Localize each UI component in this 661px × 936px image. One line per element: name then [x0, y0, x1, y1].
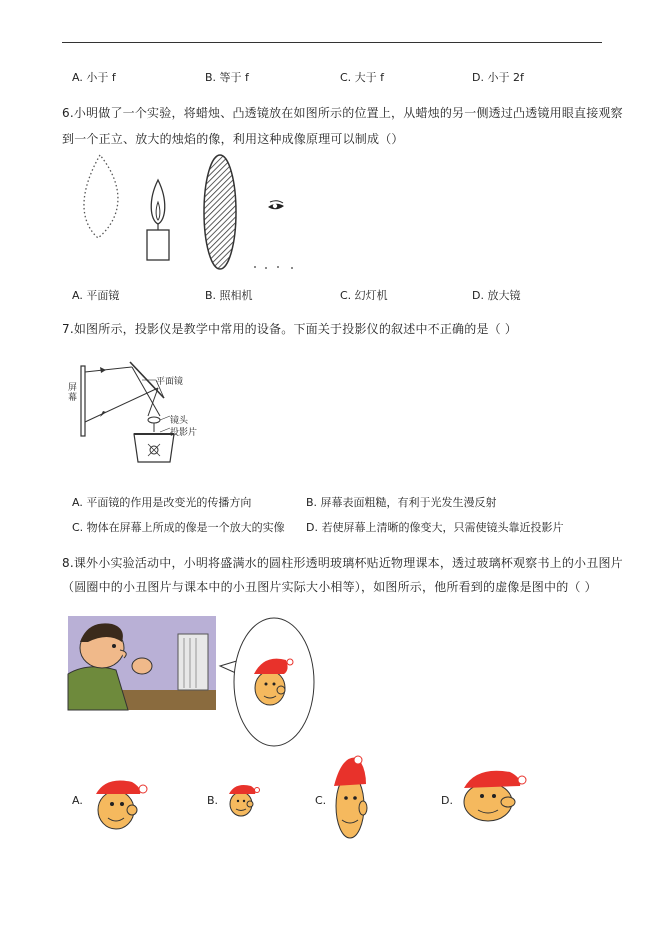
q6-option-a[interactable]: A. 平面镜: [72, 289, 120, 302]
q8-text-line1: 8.课外小实验活动中，小明将盛满水的圆柱形透明玻璃杯贴近物理课本，透过玻璃杯观察书上的小丑图片: [62, 556, 623, 570]
clown-option-b-icon: [225, 782, 265, 818]
screen-panel: [81, 366, 85, 436]
q7-option-a[interactable]: A. 平面镜的作用是改变光的传播方向: [72, 496, 252, 509]
projector-box: [134, 434, 174, 462]
candle-body: [147, 230, 169, 260]
q7-option-b[interactable]: B. 屏幕表面粗糙，有利于光发生漫反射: [306, 496, 497, 509]
q5-option-c[interactable]: C. 大于 f: [340, 71, 385, 84]
eye-icon: [268, 201, 284, 210]
clown-option-d-icon: [458, 766, 528, 826]
q8-option-c[interactable]: C.: [315, 794, 327, 807]
q8-figure-boy-with-glass: [68, 612, 318, 752]
q7-figure-mirror-label: 平面镜: [156, 377, 184, 387]
q5-option-b[interactable]: B. 等于 f: [205, 71, 249, 84]
q6-text-line2: 到一个正立、放大的烛焰的像，利用这种成像原理可以制成（）: [62, 132, 404, 146]
q6-text-line1: 6.小明做了一个实验，将蜡烛、凸透镜放在如图所示的位置上，从蜡烛的另一侧透过凸透镜用眼直接观察: [62, 106, 623, 120]
header-rule: [62, 42, 602, 43]
q7-figure-slide-label: 投影片: [170, 428, 198, 438]
q8-option-d[interactable]: D.: [441, 794, 453, 807]
q7-figure-projector: [64, 358, 214, 468]
q7-text-line1: 7.如图所示，投影仪是教学中常用的设备。下面关于投影仪的叙述中不正确的是（ ）: [62, 322, 518, 336]
virtual-flame-outline: [84, 155, 118, 238]
q8-option-b[interactable]: B.: [207, 794, 219, 807]
candle-flame-inner: [156, 202, 160, 220]
glass-and-book: [178, 634, 208, 690]
q6-option-b[interactable]: B. 照相机: [205, 289, 253, 302]
q6-option-d[interactable]: D. 放大镜: [472, 289, 521, 302]
q6-figure-candle-lens: [70, 150, 310, 275]
q5-option-a[interactable]: A. 小于 f: [72, 71, 116, 84]
projector-lens: [148, 417, 160, 423]
q6-option-c[interactable]: C. 幻灯机: [340, 289, 388, 302]
convex-lens: [204, 155, 236, 269]
q7-figure-lens-label: 镜头: [170, 416, 189, 426]
q8-option-a[interactable]: A.: [72, 794, 83, 807]
q8-text-line2: （圆圈中的小丑图片与课本中的小丑图片实际大小相等），如图所示，他所看到的虚像是图中的（ ）: [62, 580, 597, 594]
q7-option-c[interactable]: C. 物体在屏幕上所成的像是一个放大的实像: [72, 521, 285, 534]
q7-option-d[interactable]: D. 若使屏幕上清晰的像变大，只需使镜头靠近投影片: [306, 521, 564, 534]
clown-option-c-icon: [328, 754, 378, 842]
q5-option-d[interactable]: D. 小于 2f: [472, 71, 524, 84]
clown-option-a-icon: [92, 776, 152, 832]
q7-figure-screen-label: 屏幕: [68, 383, 78, 403]
